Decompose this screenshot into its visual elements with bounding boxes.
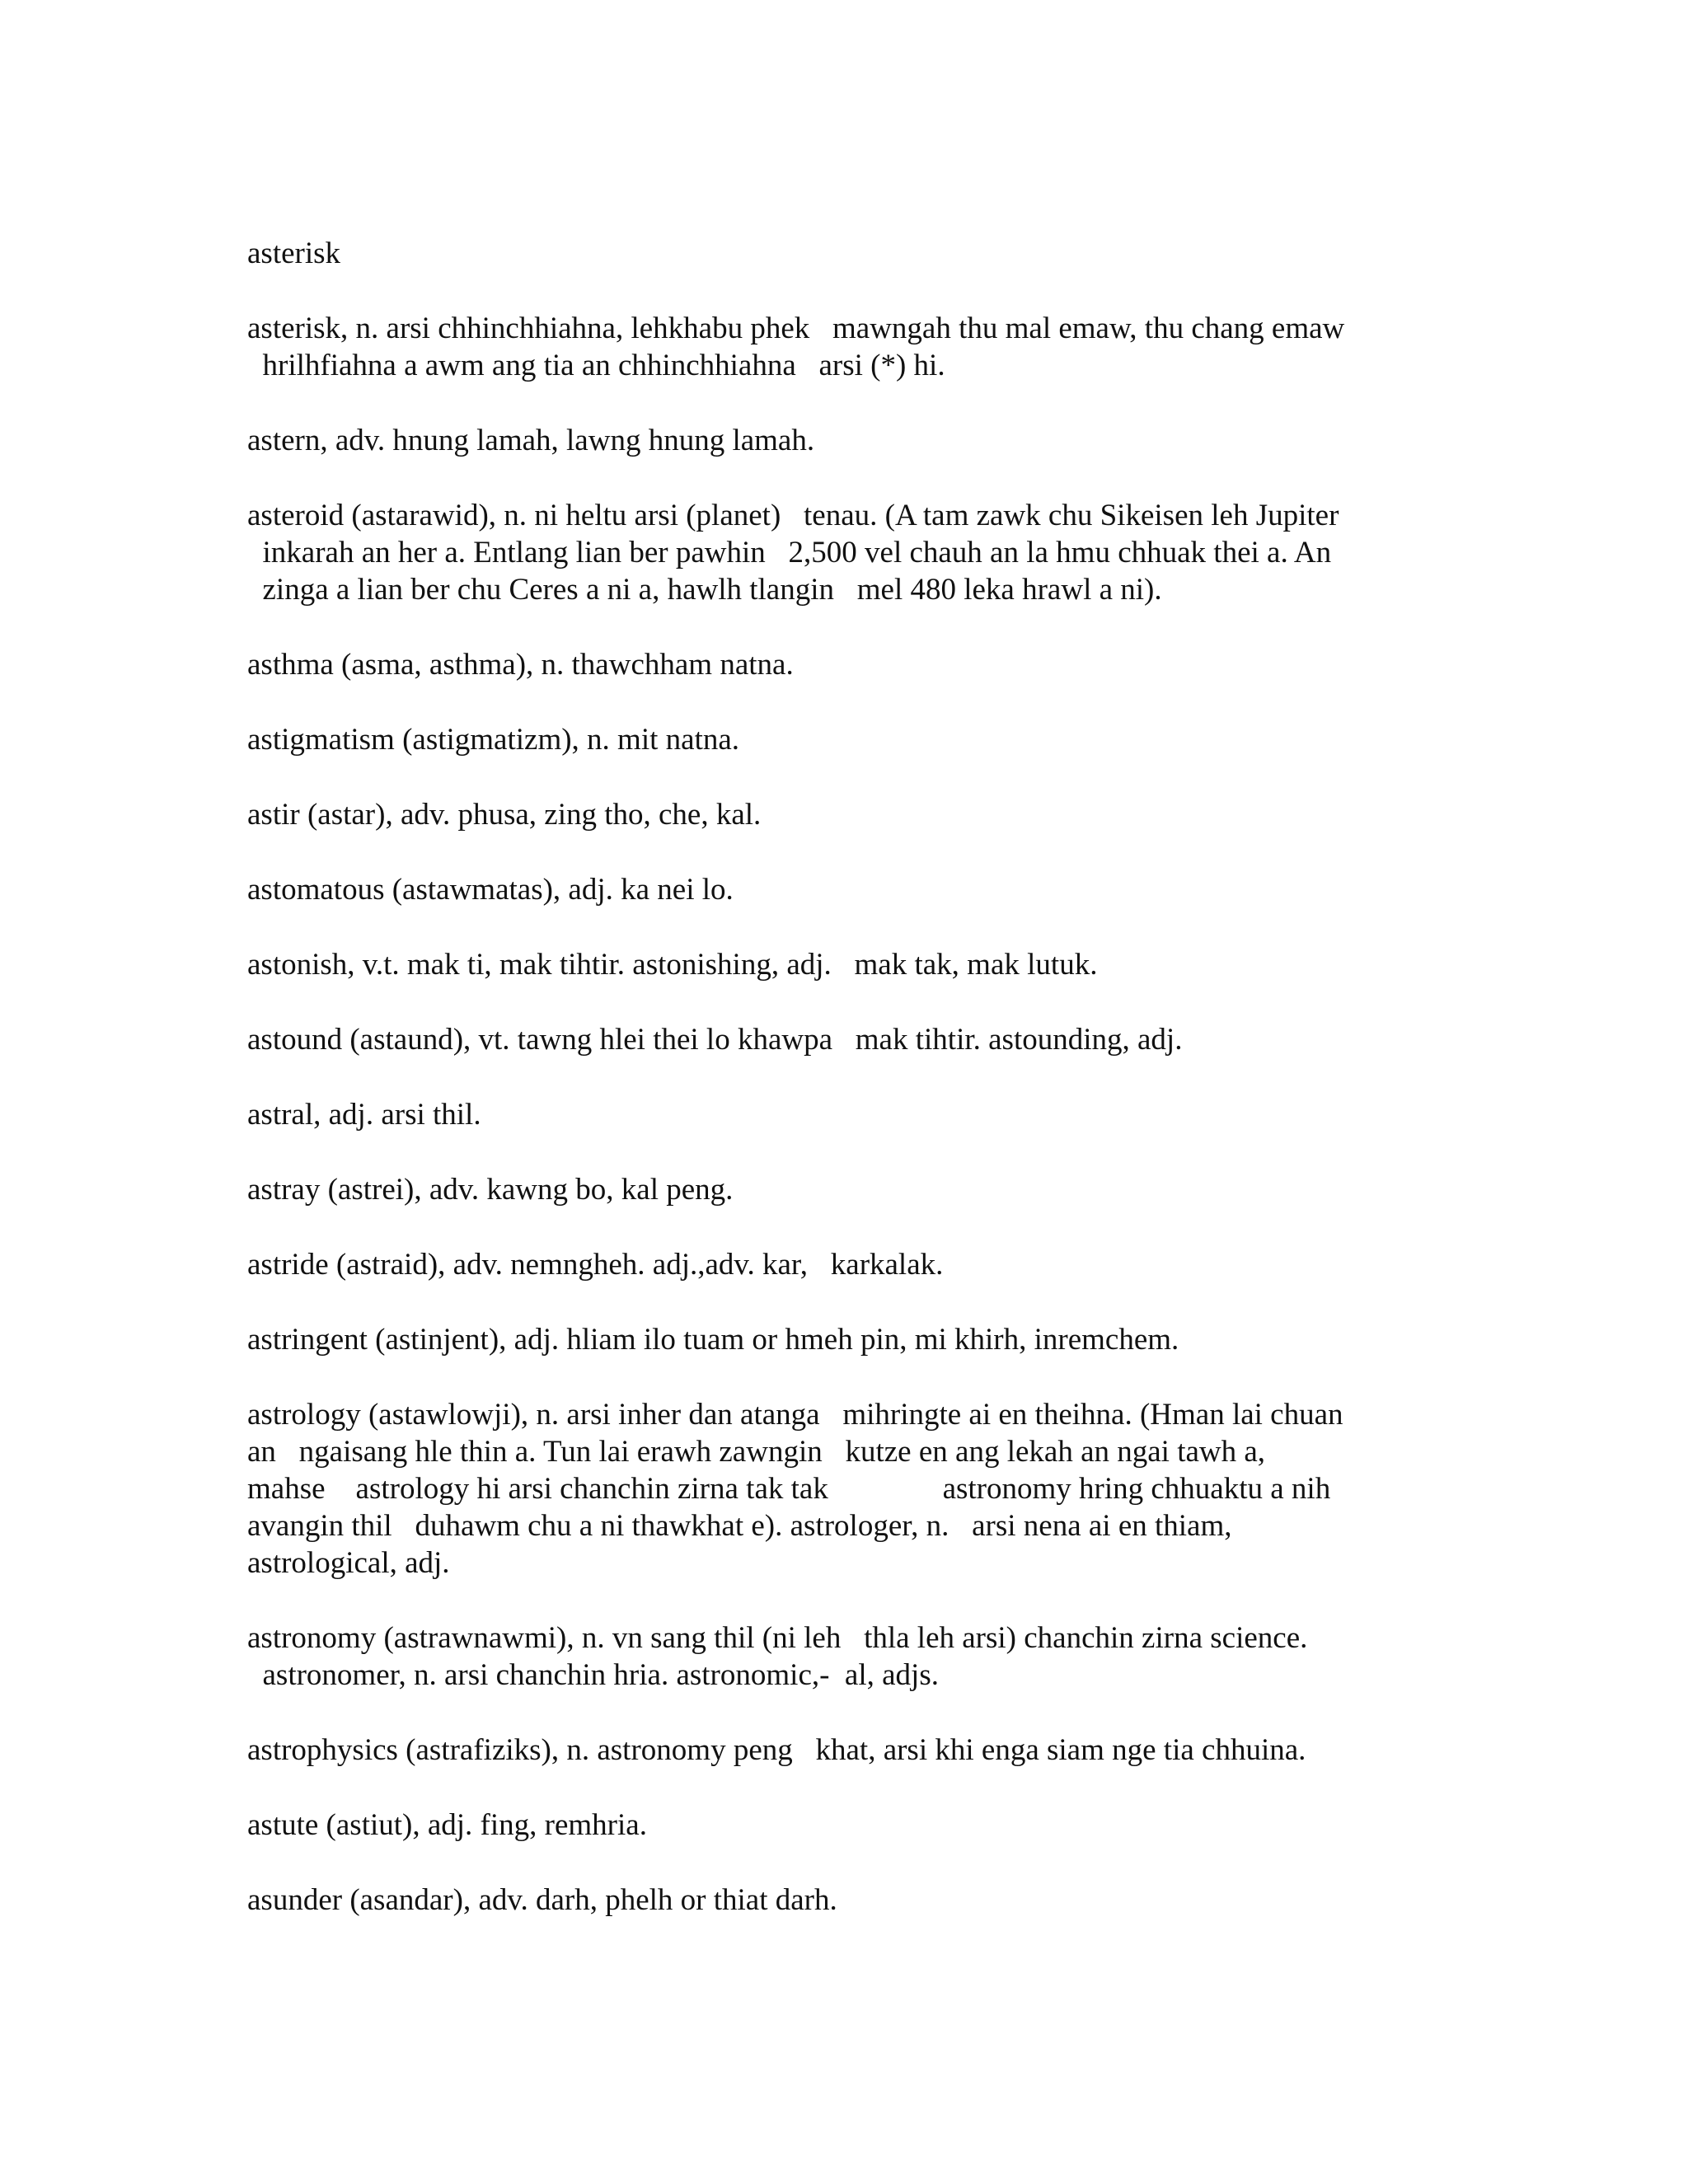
entry-line: astringent (astinjent), adj. hliam ilo tuam or hmeh pin, mi khirh, inremchem. [247,1323,1179,1357]
entry-line: astern, adv. hnung lamah, lawng hnung lamah. [247,424,815,457]
entry-line: astomatous (astawmatas), adj. ka nei lo. [247,873,734,907]
entry-line: astride (astraid), adv. nemngheh. adj.,adv. kar, karkalak. [247,1248,944,1282]
entry-line: astrophysics (astrafiziks), n. astronomy peng khat, arsi khi enga siam nge tia chhuina. [247,1733,1306,1767]
entry-line: astute (astiut), adj. fing, remhria. [247,1808,647,1842]
entry-line: astigmatism (astigmatizm), n. mit natna. [247,723,740,757]
entry-line: astrological, adj. [247,1546,450,1580]
entry-line: astral, adj. arsi thil. [247,1098,481,1132]
entry-line: asunder (asandar), adv. darh, phelh or thiat darh. [247,1883,837,1917]
entry-line: astir (astar), adv. phusa, zing tho, che, kal. [247,798,762,832]
entry-line: astronomer, n. arsi chanchin hria. astronomic,- al, adjs. [247,1658,939,1692]
entry-line: asthma (asma, asthma), n. thawchham natna. [247,648,794,682]
entry-line: mahse astrology hi arsi chanchin zirna tak tak astronomy hring chhuaktu a nih [247,1472,1331,1506]
entry-line: astrology (astawlowji), n. arsi inher dan atanga mihringte ai en theihna. (Hman lai chuan [247,1398,1343,1432]
page-header: asterisk [247,237,341,270]
entry-line: an ngaisang hle thin a. Tun lai erawh zawngin kutze en ang lekah an ngai tawh a, [247,1435,1266,1469]
entry-line: inkarah an her a. Entlang lian ber pawhin 2,500 vel chauh an la hmu chhuak thei a. An [247,536,1332,569]
entry-line: avangin thil duhawm chu a ni thawkhat e). astrologer, n. arsi nena ai en thiam, [247,1509,1232,1543]
entry-line: zinga a lian ber chu Ceres a ni a, hawlh tlangin mel 480 leka hrawl a ni). [247,573,1162,607]
entry-line: asteroid (astarawid), n. ni heltu arsi (planet) tenau. (A tam zawk chu Sikeisen leh Jupiter [247,499,1339,532]
entry-line: astound (astaund), vt. tawng hlei thei lo khawpa mak tihtir. astounding, adj. [247,1023,1183,1057]
entry-line: astonish, v.t. mak ti, mak tihtir. astonishing, adj. mak tak, mak lutuk. [247,948,1098,982]
entry-line: hrilhfiahna a awm ang tia an chhinchhiahna arsi (*) hi. [247,349,945,382]
entry-line: astray (astrei), adv. kawng bo, kal peng. [247,1173,734,1207]
entry-line: asterisk, n. arsi chhinchhiahna, lehkhabu phek mawngah thu mal emaw, thu chang emaw [247,312,1345,345]
entry-line: astronomy (astrawnawmi), n. vn sang thil (ni leh thla leh arsi) chanchin zirna science. [247,1621,1308,1655]
